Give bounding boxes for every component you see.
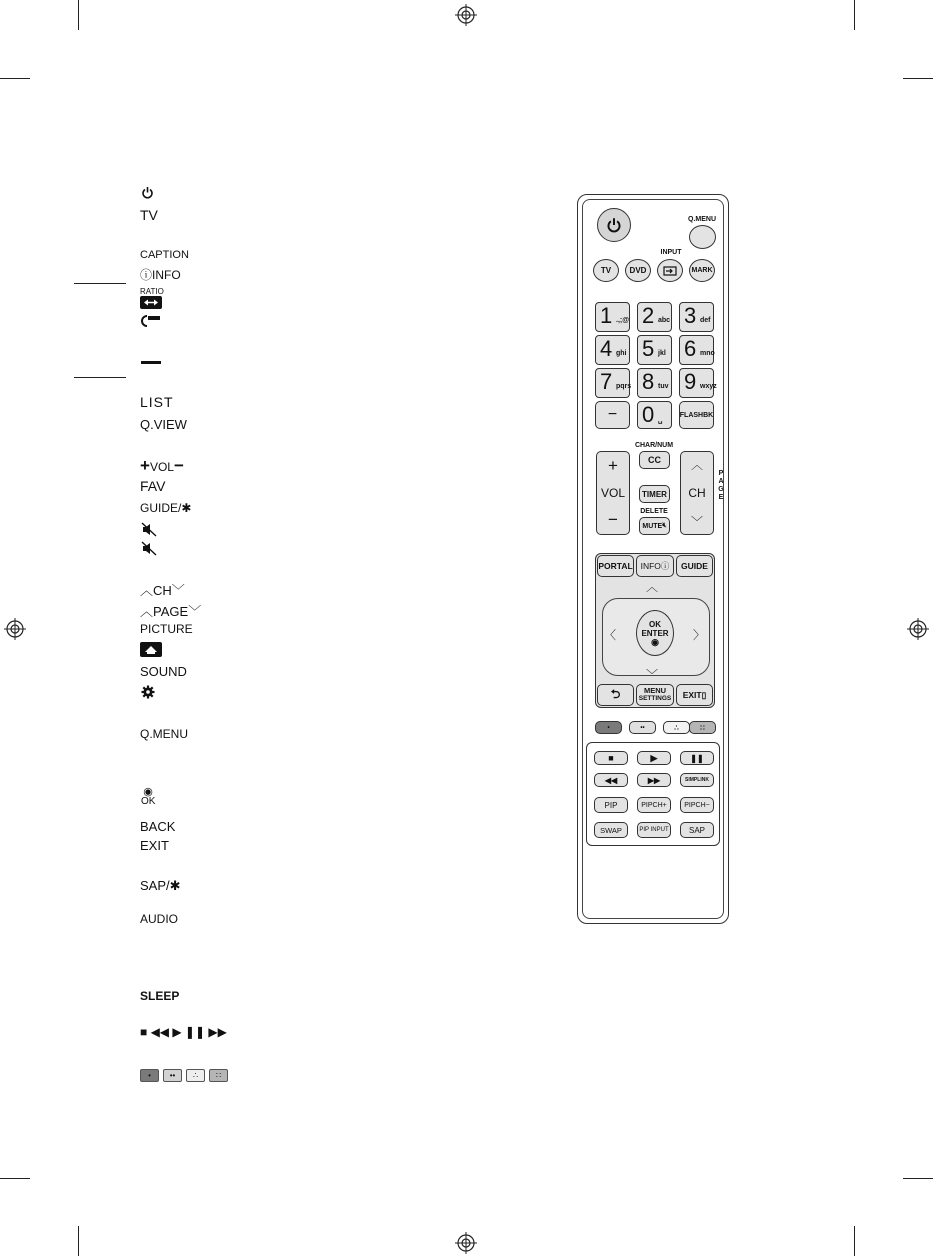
color-key-swatch: •	[140, 1069, 159, 1082]
chevron-up-icon[interactable]: ︿	[646, 580, 659, 594]
menu-settings-button[interactable]: MENU SETTINGS	[636, 684, 674, 706]
legend-sap: SAP/✱	[140, 878, 181, 893]
color-key-swatch: ∴	[186, 1069, 205, 1082]
vol-rocker[interactable]: + VOL −	[596, 451, 630, 535]
legend-back: BACK	[140, 819, 176, 834]
red-color-button[interactable]: •	[595, 721, 622, 734]
number-9-button[interactable]: 9 wxyz	[679, 368, 714, 398]
home-icon	[140, 642, 162, 657]
chevron-left-icon[interactable]: 〈	[604, 628, 617, 642]
dash-button[interactable]: −	[595, 401, 630, 429]
gear-icon	[141, 685, 155, 699]
number-4-button[interactable]: 4 ghi	[595, 335, 630, 365]
divider-line	[74, 377, 126, 378]
color-key-swatch: ∷	[209, 1069, 228, 1082]
crop-mark	[854, 0, 855, 30]
registration-mark-icon	[4, 618, 26, 640]
chevron-down-icon: ﹀	[171, 583, 185, 598]
legend-fav: FAV	[140, 478, 166, 494]
chevron-up-icon: ︿	[140, 583, 154, 598]
color-key-swatch: ••	[163, 1069, 182, 1082]
flashbk-button[interactable]: FLASHBK	[679, 401, 714, 429]
number-8-button[interactable]: 8 tuv	[637, 368, 672, 398]
pip-button[interactable]: PIP	[594, 797, 628, 813]
exit-button[interactable]: EXIT ▯	[676, 684, 713, 706]
crop-mark	[78, 0, 79, 30]
chevron-up-icon: ︿	[690, 458, 703, 472]
crop-mark	[78, 1226, 79, 1256]
legend-ok: ◉ OK	[141, 786, 156, 807]
legend-list: LIST	[140, 394, 174, 410]
mute-icon	[141, 522, 157, 537]
play-button[interactable]: ▶	[637, 751, 671, 765]
tv-button[interactable]: TV	[593, 259, 619, 282]
ok-icon: ◉	[651, 636, 659, 647]
dash-icon	[141, 361, 161, 364]
yellow-color-button[interactable]: ∴	[663, 721, 690, 734]
stop-button[interactable]: ■	[594, 751, 628, 765]
legend-exit: EXIT	[140, 838, 169, 853]
registration-mark-icon	[907, 618, 929, 640]
vol-up-icon: +	[608, 456, 618, 475]
power-button[interactable]	[597, 208, 631, 242]
divider-line	[74, 283, 126, 284]
pip-input-button[interactable]: PIP INPUT	[637, 822, 671, 838]
crop-mark	[903, 78, 933, 79]
power-icon	[141, 186, 154, 199]
charnum-label: CHAR/NUM	[634, 442, 674, 449]
crop-mark	[903, 1178, 933, 1179]
mark-button[interactable]: MARK	[689, 259, 715, 282]
power-icon	[606, 217, 622, 233]
crop-mark	[854, 1226, 855, 1256]
info-button[interactable]: INFO ⓘ	[636, 555, 674, 577]
portal-button[interactable]: PORTAL	[597, 555, 634, 577]
number-3-button[interactable]: 3 def	[679, 302, 714, 332]
legend-info: ⓘINFO	[140, 268, 181, 282]
ok-icon: ◉	[143, 786, 153, 798]
input-icon	[663, 266, 677, 276]
legend-tv: TV	[140, 207, 158, 223]
simplink-button[interactable]: SIMPLINK	[680, 773, 714, 787]
exit-icon: ▯	[701, 689, 707, 700]
number-6-button[interactable]: 6 mno	[679, 335, 714, 365]
page-side-label: PAGE	[718, 470, 724, 501]
swap-button[interactable]: SWAP	[594, 822, 628, 838]
registration-mark-icon	[455, 1232, 477, 1254]
qmenu-button[interactable]	[689, 225, 716, 249]
legend-caption: CAPTION	[140, 249, 189, 261]
number-2-button[interactable]: 2 abc	[637, 302, 672, 332]
ch-rocker[interactable]: ︿ CH ﹀	[680, 451, 714, 535]
chevron-up-icon: ︿	[140, 604, 154, 619]
info-icon: ⓘ	[140, 268, 153, 282]
vol-down-icon: −	[608, 510, 618, 529]
chevron-down-icon[interactable]: ﹀	[646, 668, 659, 682]
guide-button[interactable]: GUIDE	[676, 555, 713, 577]
legend-ch: ︿CH﹀	[140, 583, 185, 598]
legend-sleep: SLEEP	[140, 989, 180, 1003]
timer-button[interactable]: TIMER	[639, 485, 670, 503]
mute-button[interactable]: MUTE 🔇︎	[639, 517, 670, 535]
number-7-button[interactable]: 7 pqrs	[595, 368, 630, 398]
back-button[interactable]: ⮌	[597, 684, 634, 706]
blue-color-button[interactable]: ∷	[689, 721, 716, 734]
dvd-button[interactable]: DVD	[625, 259, 651, 282]
info-icon: ⓘ	[660, 561, 670, 571]
number-1-button[interactable]: 1 .,;@	[595, 302, 630, 332]
mute-icon	[141, 541, 157, 556]
legend-page: ︿PAGE﹀	[140, 604, 202, 619]
cc-button[interactable]: CC	[639, 451, 670, 469]
ratio-icon	[140, 296, 162, 309]
input-button[interactable]	[657, 259, 683, 282]
legend-ratio: RATIO	[140, 287, 164, 296]
chevron-down-icon: ﹀	[690, 515, 703, 529]
pipch-minus-button[interactable]: PIPCH−	[680, 797, 714, 813]
crop-mark	[0, 78, 30, 79]
crop-mark	[0, 1178, 30, 1179]
pause-button[interactable]: ❚❚	[680, 751, 714, 765]
legend-guide: GUIDE/✱	[140, 501, 192, 515]
mute-icon: 🔇︎	[662, 522, 667, 529]
chevron-down-icon: ﹀	[188, 604, 202, 619]
legend-playback: ■ ◀◀ ▶ ❚❚ ▶▶	[140, 1025, 227, 1039]
pipch-plus-button[interactable]: PIPCH+	[637, 797, 671, 813]
fast-forward-button[interactable]: ▶▶	[637, 773, 671, 787]
legend-audio: AUDIO	[140, 912, 179, 926]
delete-label: DELETE	[640, 508, 668, 515]
legend-color-keys	[140, 1067, 232, 1085]
legend-vol: +VOL−	[140, 456, 184, 475]
legend-sound: SOUND	[140, 664, 187, 679]
registration-mark-icon	[455, 4, 477, 26]
qmenu-label: Q.MENU	[688, 216, 716, 223]
ok-enter-button[interactable]: OK ENTER ◉	[636, 610, 674, 656]
chevron-right-icon[interactable]: 〉	[693, 628, 706, 642]
green-color-button[interactable]: ••	[629, 721, 656, 734]
rewind-button[interactable]: ◀◀	[594, 773, 628, 787]
input-icon	[140, 313, 162, 327]
legend-qmenu: Q.MENU	[140, 727, 188, 741]
legend-picture: PICTURE	[140, 622, 193, 636]
legend-qview: Q.VIEW	[140, 417, 187, 432]
sap-button[interactable]: SAP	[680, 822, 714, 838]
number-0-button[interactable]: 0 ␣	[637, 401, 672, 429]
number-5-button[interactable]: 5 jkl	[637, 335, 672, 365]
input-label: INPUT	[660, 249, 682, 256]
